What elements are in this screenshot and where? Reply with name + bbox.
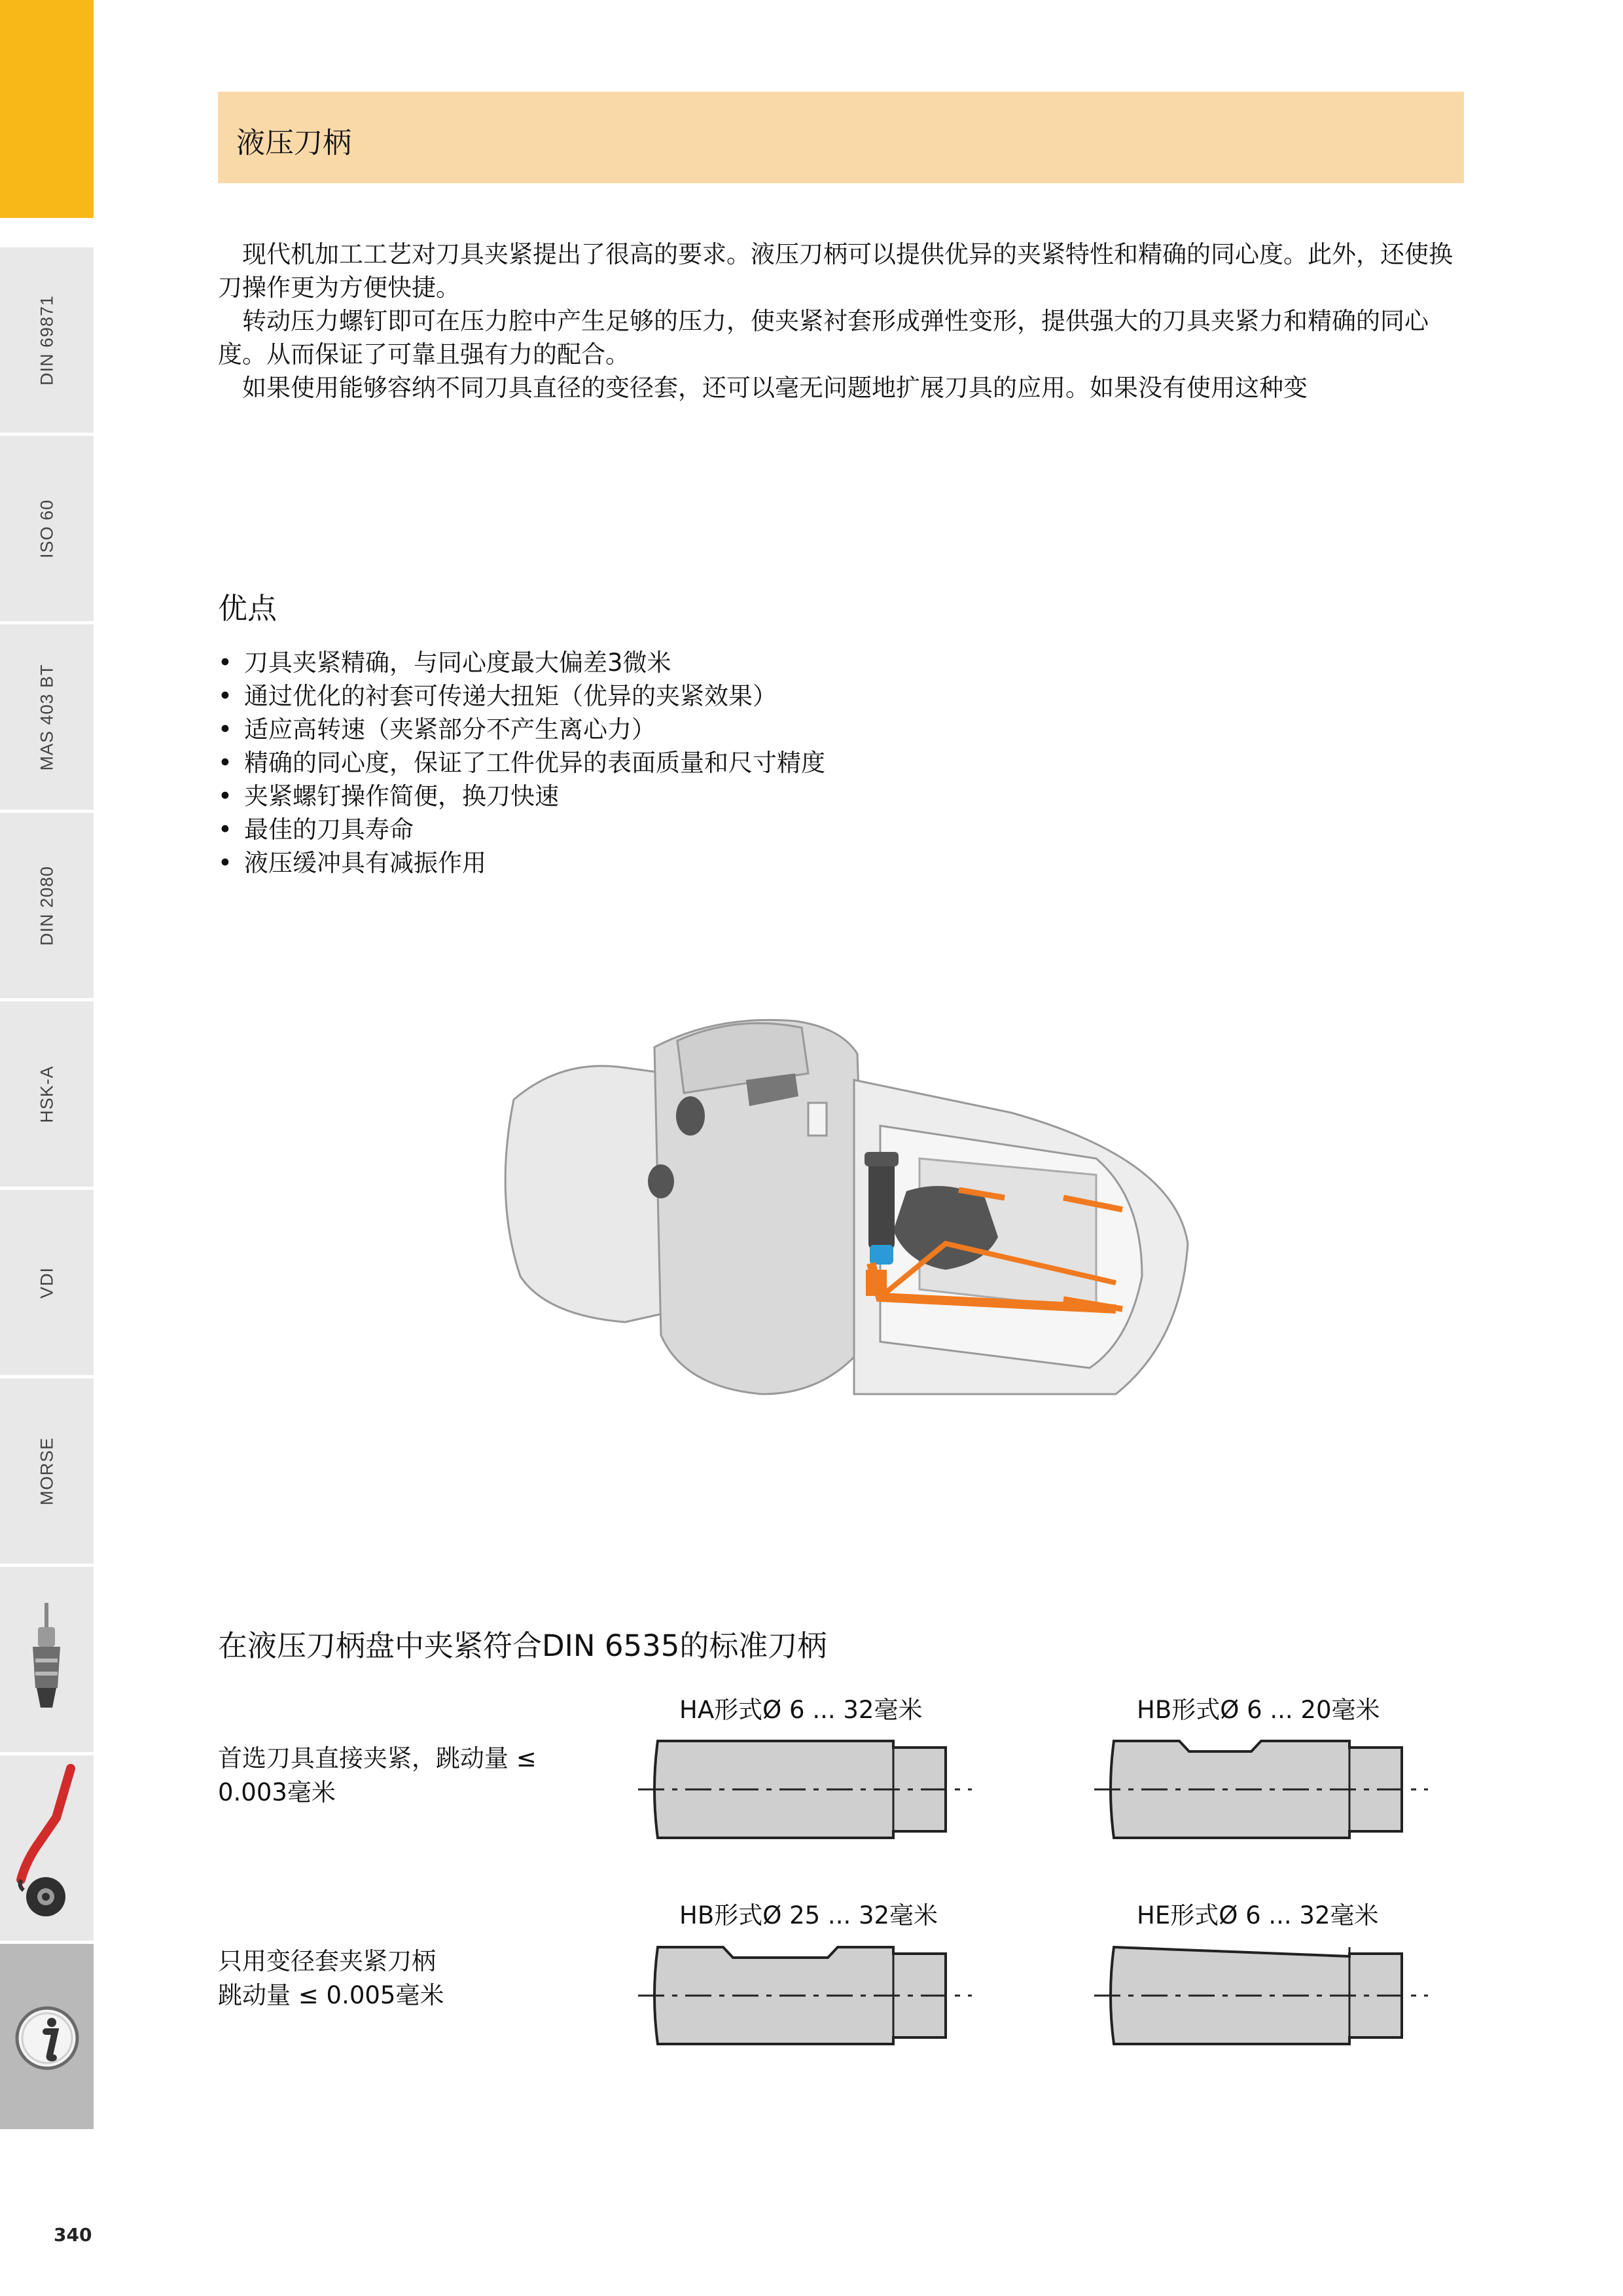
sidebar-tab-label: MORSE: [37, 1437, 56, 1505]
intro-paragraph: 转动压力螺钉即可在压力腔中产生足够的压力，使夹紧衬套形成弹性变形，提供强大的刀具夹紧力和精确的同心度。从而保证了可靠且强有力的配合。: [218, 307, 1429, 368]
advantages-heading: 优点: [218, 591, 277, 626]
sidebar-tab-label: ISO 60: [37, 499, 56, 558]
row-label-line: 跳动量 ≤ 0.005毫米: [218, 1981, 444, 2009]
list-item: • 精确的同心度，保证了工件优异的表面质量和尺寸精度: [218, 746, 825, 780]
row-label-reducer-clamping: [218, 1945, 444, 2013]
intro-paragraph: 现代机加工工艺对刀具夹紧提出了很高的要求。液压刀柄可以提供优异的夹紧特性和精确的同心度。此外，还使换刀操作更为方便快捷。: [218, 240, 1453, 302]
sidebar-tab-label: DIN 2080: [37, 865, 56, 946]
sidebar-tab-morse[interactable]: [0, 1375, 94, 1564]
intro-text: [218, 238, 1464, 404]
sidebar-tab-wrench[interactable]: [0, 1752, 94, 1941]
sidebar-tab-info[interactable]: [0, 1941, 94, 2129]
row-label-direct-clamping: [218, 1742, 537, 1810]
sidebar-tab-label: DIN 69871: [37, 295, 56, 386]
list-item: • 夹紧螺钉操作简便，换刀快速: [218, 780, 825, 813]
page-title: 液压刀柄: [236, 126, 351, 160]
wrench-and-nut-icon: [0, 1755, 94, 1944]
clamping-heading: 在液压刀柄盘中夹紧符合DIN 6535的标准刀柄: [218, 1628, 827, 1663]
shank-caption-he: HE形式Ø 6 ... 32毫米: [1137, 1901, 1379, 1929]
row-label-line: 首选刀具直接夹紧，跳动量 ≤: [218, 1744, 537, 1772]
advantages-list: [218, 646, 825, 880]
sidebar-tab-din-69871[interactable]: [0, 244, 94, 433]
shank-caption-hb-large: HB形式Ø 25 ... 32毫米: [679, 1901, 938, 1929]
sidebar-tab-label: MAS 403 BT: [37, 663, 56, 771]
page-number: 340: [54, 2224, 92, 2246]
sidebar-tab-label: HSK-A: [37, 1065, 56, 1123]
shank-caption-ha: HA形式Ø 6 ... 32毫米: [679, 1696, 923, 1724]
info-icon: [0, 1944, 94, 2132]
sidebar-tab-iso-60[interactable]: [0, 433, 94, 621]
sidebar-tab-mas-403-bt[interactable]: [0, 621, 94, 810]
sidebar-tab-hsk-a[interactable]: [0, 998, 94, 1187]
list-item: • 通过优化的衬套可传递大扭矩（优异的夹紧效果）: [218, 679, 825, 713]
row-label-line: 只用变径套夹紧刀柄: [218, 1947, 436, 1975]
list-item: • 刀具夹紧精确，与同心度最大偏差3微米: [218, 646, 825, 679]
shank-drawing-hb-large: [638, 1934, 978, 2052]
sidebar: [0, 0, 94, 2179]
row-label-line: 0.003毫米: [218, 1778, 336, 1806]
shank-caption-hb: HB形式Ø 6 ... 20毫米: [1137, 1696, 1380, 1724]
drill-chuck-icon: [0, 1567, 94, 1755]
shank-drawing-ha: [638, 1728, 978, 1846]
sidebar-tab-din-2080[interactable]: [0, 810, 94, 998]
intro-paragraph: 如果使用能够容纳不同刀具直径的变径套，还可以毫无问题地扩展刀具的应用。如果没有使用这种变: [242, 374, 1308, 402]
sidebar-tab-vdi[interactable]: [0, 1187, 94, 1375]
sidebar-tab-label: VDI: [37, 1266, 56, 1299]
list-item: • 液压缓冲具有减振作用: [218, 846, 825, 880]
sidebar-accent-tab: [0, 0, 94, 218]
list-item: • 最佳的刀具寿命: [218, 813, 825, 846]
shank-drawing-hb: [1094, 1728, 1435, 1846]
shank-drawing-he: [1094, 1934, 1435, 2052]
sidebar-tab-drill-chuck[interactable]: [0, 1564, 94, 1752]
list-item: • 适应高转速（夹紧部分不产生离心力）: [218, 713, 825, 746]
hydraulic-chuck-cutaway-illustration: [488, 1001, 1194, 1407]
header-band: [218, 92, 1464, 183]
